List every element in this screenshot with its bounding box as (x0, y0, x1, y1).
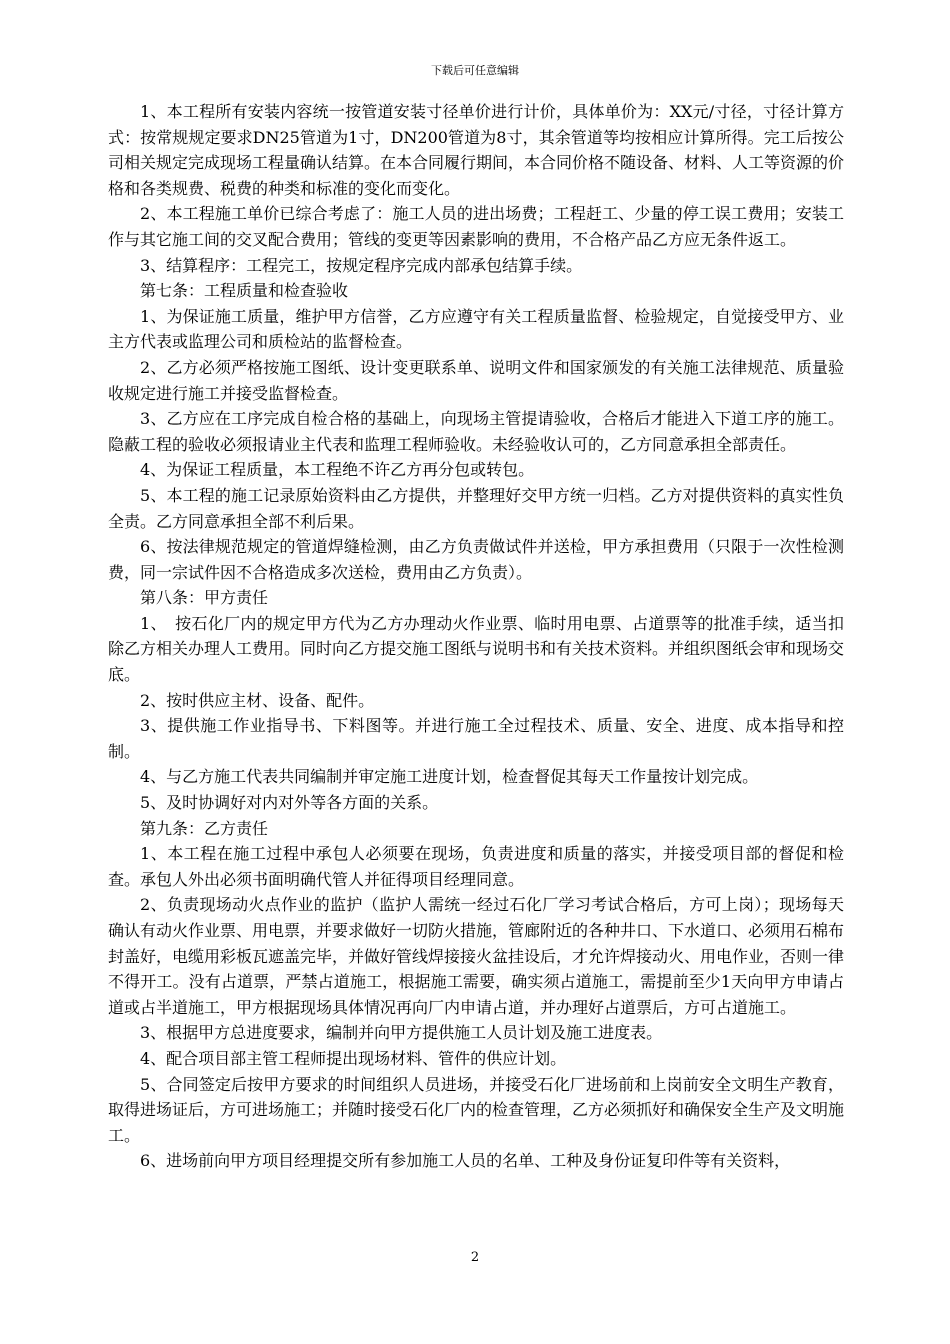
page-header: 下载后可任意编辑 (431, 64, 519, 77)
document-body (108, 99, 844, 1174)
paragraph: 2、本工程施工单价已综合考虑了：施工人员的进出场费；工程赶工、少量的停工误工费用；安装工作与其它施工间的交叉配合费用；管线的变更等因素影响的费用，不合格产品乙方应无条件返工。 (108, 204, 844, 249)
paragraph: 第八条：甲方责任 (140, 588, 269, 608)
paragraph: 5、本工程的施工记录原始资料由乙方提供，并整理好交甲方统一归档。乙方对提供资料的真实性负全责。乙方同意承担全部不利后果。 (108, 485, 844, 531)
page-number: 2 (470, 1250, 480, 1265)
paragraph: 2、乙方必须严格按施工图纸、设计变更联系单、说明文件和国家颁发的有关施工法律规范、质量验收规定进行施工并接受监督检查。 (108, 357, 844, 403)
paragraph: 2、按时供应主材、设备、配件。 (140, 690, 375, 710)
paragraph: 1、 按石化厂内的规定甲方代为乙方办理动火作业票、临时用电票、占道票等的批准手续，适当扣除乙方相关办理人工费用。同时向乙方提交施工图纸与说明书和有关技术资料。并组织图纸会审和现场交底。 (108, 613, 845, 685)
paragraph: 第七条：工程质量和检查验收 (140, 281, 349, 301)
paragraph: 4、配合项目部主管工程师提出现场材料、管件的供应计划。 (140, 1048, 567, 1068)
paragraph: 6、进场前向甲方项目经理提交所有参加施工人员的名单、工种及身份证复印件等有关资料， (140, 1151, 791, 1171)
paragraph: 3、乙方应在工序完成自检合格的基础上，向现场主管提请验收，合格后才能进入下道工序的施工。隐蔽工程的验收必须报请业主代表和监理工程师验收。未经验收认可的，乙方同意承担全部责任。 (108, 409, 844, 454)
paragraph: 1、为保证施工质量，维护甲方信誉，乙方应遵守有关工程质量监督、检验规定，自觉接受甲方、业主方代表或监理公司和质检站的监督检查。 (108, 306, 844, 352)
paragraph: 3、结算程序：工程完工，按规定程序完成内部承包结算手续。 (140, 255, 583, 275)
paragraph: 1、本工程在施工过程中承包人必须要在现场，负责进度和质量的落实，并接受项目部的督促和检查。承包人外出必须书面明确代管人并征得项目经理同意。 (108, 844, 844, 889)
paragraph: 3、根据甲方总进度要求，编制并向甲方提供施工人员计划及施工进度表。 (140, 1023, 663, 1043)
paragraph: 4、为保证工程质量，本工程绝不许乙方再分包或转包。 (140, 460, 535, 480)
paragraph: 6、按法律规范规定的管道焊缝检测，由乙方负责做试件并送检，甲方承担费用（只限于一次性检测费，同一宗试件因不合格造成多次送检，费用由乙方负责）。 (108, 537, 844, 582)
paragraph: 2、负责现场动火点作业的监护（监护人需统一经过石化厂学习考试合格后，方可上岗）；现场每天确认有动火作业票、用电票，并要求做好一切防火措施，管廊附近的各种井口、下水道口、必须用石棉布封盖好，电缆用彩板瓦遮盖完毕，并做好管线焊接接火盆挂设后，才允许焊接动火、用电作业，否则一律不得开工。没有占道票，严禁占道施工，根据施工需要，确实须占道施工，需提前至少1天向甲方申请占道或占半道施工，甲方根据现场具体情况再向厂内申请占道，并办理好占道票后，方可占道施工。 (108, 895, 845, 1017)
paragraph: 1、本工程所有安装内容统一按管道安装寸径单价进行计价，具体单价为：XX元/寸径，寸径计算方式：按常规规定要求DN25管道为1寸，DN200管道为8寸，其余管道等均按相应计算所得。完工后按公司相关规定完成现场工程量确认结算。在本合同履行期间，本合同价格不随设备、材料、人工等资源的价格和各类规费、税费的种类和标准的变化而变化。 (108, 102, 845, 198)
paragraph: 3、提供施工作业指导书、下料图等。并进行施工全过程技术、质量、安全、进度、成本指导和控制。 (108, 716, 844, 761)
paragraph: 5、合同签定后按甲方要求的时间组织人员进场，并接受石化厂进场前和上岗前安全文明生产教育，取得进场证后，方可进场施工；并随时接受石化厂内的检查管理，乙方必须抓好和确保安全生产及文明施工。 (108, 1074, 845, 1145)
paragraph: 第九条：乙方责任 (140, 818, 269, 838)
paragraph: 4、与乙方施工代表共同编制并审定施工进度计划，检查督促其每天工作量按计划完成。 (140, 767, 759, 787)
paragraph: 5、及时协调好对内对外等各方面的关系。 (140, 793, 439, 813)
